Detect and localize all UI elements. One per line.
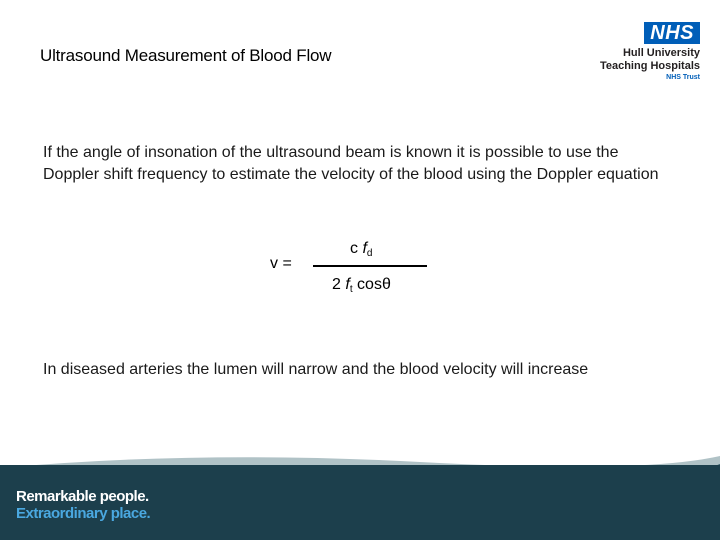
denominator-sub: t (349, 284, 353, 295)
fraction-bar (313, 265, 427, 267)
equation-denominator (332, 276, 391, 295)
tagline-line2: Extraordinary place. (16, 505, 151, 522)
equation-numerator (350, 240, 372, 259)
denominator-f: f (345, 276, 350, 293)
equation-lhs: v = (270, 255, 292, 272)
denominator-2: 2 (332, 276, 341, 293)
tagline-line1: Remarkable people. (16, 488, 149, 505)
doppler-equation (270, 240, 440, 300)
numerator-f: f (362, 240, 367, 257)
body-paragraph-diseased: In diseased arteries the lumen will narrow and the blood velocity will increase (43, 361, 589, 378)
nhs-logo (590, 22, 700, 92)
org-name-line1: Hull University (622, 47, 700, 59)
footer-tagline (16, 488, 150, 522)
denominator-cos: cosθ (357, 276, 391, 293)
nhs-badge: NHS (644, 22, 700, 44)
body-paragraph-doppler: If the angle of insonation of the ultrasound beam is known it is possible to use the Doppler shift frequency to estimate the velocity of the blood using the Doppler equation (43, 144, 659, 183)
org-name-line2: Teaching Hospitals (599, 60, 700, 72)
slide-title: Ultrasound Measurement of Blood Flow (40, 46, 332, 65)
org-trust: NHS Trust (666, 74, 700, 81)
numerator-sub: d (366, 248, 373, 259)
numerator-c: c (350, 240, 358, 257)
